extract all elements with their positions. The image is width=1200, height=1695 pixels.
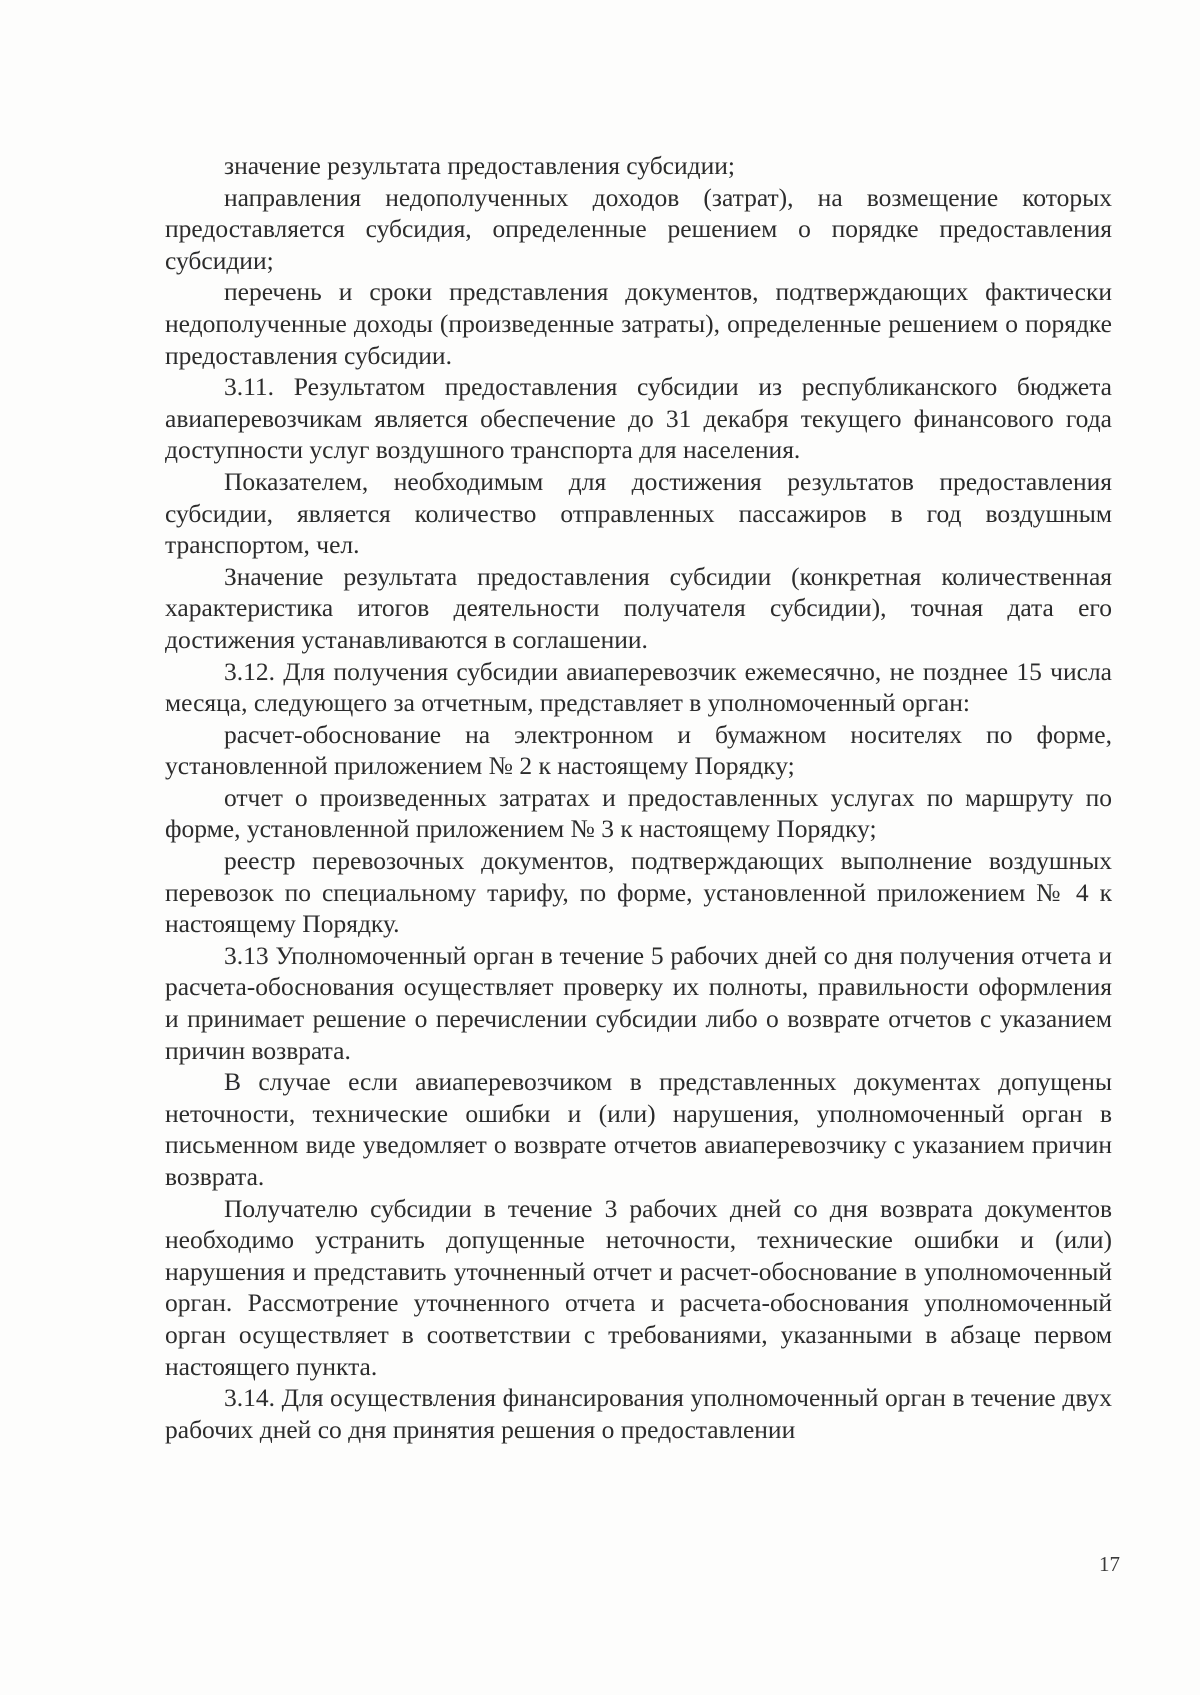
page-number: 17 (1099, 1552, 1120, 1576)
paragraph-errors-case: В случае если авиаперевозчиком в представленных документах допущены неточности, технические ошибки и (или) нарушения, уполномоченный орган в письменном виде уведомляет о возврате отчетов авиаперевозчику с указанием причин возврата. (165, 1067, 1112, 1191)
paragraph-registry: реестр перевозочных документов, подтверждающих выполнение воздушных перевозок по специальному тарифу, по форме, установленной приложением № 4 к настоящему Порядку. (165, 846, 1112, 939)
paragraph-3-12: 3.12. Для получения субсидии авиаперевозчик ежемесячно, не позднее 15 числа месяца, следующего за отчетным, представляет в уполномоченный орган: (165, 656, 1112, 718)
paragraph-indicator: Показателем, необходимым для достижения результатов предоставления субсидии, является количество отправленных пассажиров в год воздушным транспортом, чел. (165, 466, 1112, 560)
paragraph-3-13: 3.13 Уполномоченный орган в течение 5 рабочих дней со дня получения отчета и расчета-обоснования осуществляет проверку их полноты, правильности оформления и принимает решение о перечислении субсидии либо о возврате отчетов с указанием причин возврата. (165, 940, 1112, 1065)
paragraph-3-11: 3.11. Результатом предоставления субсидии из республиканского бюджета авиаперевозчикам является обеспечение до 31 декабря текущего финансового года доступности услуг воздушного транспорта для населения. (165, 372, 1112, 465)
paragraph-report: отчет о произведенных затратах и предоставленных услугах по маршруту по форме, установленной приложением № 3 к настоящему Порядку; (165, 782, 1112, 844)
paragraph-calculation: расчет-обоснование на электронном и бумажном носителях по форме, установленной приложением № 2 к настоящему Порядку; (165, 719, 1112, 781)
paragraph-lost-income-directions: направления недополученных доходов (затрат), на возмещение которых предоставляется субсидия, определенные решением о порядке предоставления субсидии; (165, 182, 1112, 275)
paragraph-result-meaning: Значение результата предоставления субсидии (конкретная количественная характеристика итогов деятельности получателя субсидии), точная дата его достижения устанавливаются в соглашении. (165, 561, 1112, 654)
paragraph-result-value: значение результата предоставления субсидии; (224, 151, 735, 180)
paragraph-3-14: 3.14. Для осуществления финансирования уполномоченный орган в течение двух рабочих дней со дня принятия решения о предоставлении (165, 1383, 1112, 1444)
paragraph-documents-list: перечень и сроки представления документов, подтверждающих фактически недополученные доходы (произведенные затраты), определенные решением о порядке предоставления субсидии. (165, 277, 1112, 370)
paragraph-correction: Получателю субсидии в течение 3 рабочих дней со дня возврата документов необходимо устранить допущенные неточности, технические ошибки и (или) нарушения и представить уточненный отчет и расчет-обоснование в уполномоченный орган. Рассмотрение уточненного отчета и расчета-обоснования уполномоченный орган осуществляет в соответствии с требованиями, указанными в абзаце первом настоящего пункта. (165, 1193, 1112, 1381)
document-body (165, 150, 1112, 1445)
